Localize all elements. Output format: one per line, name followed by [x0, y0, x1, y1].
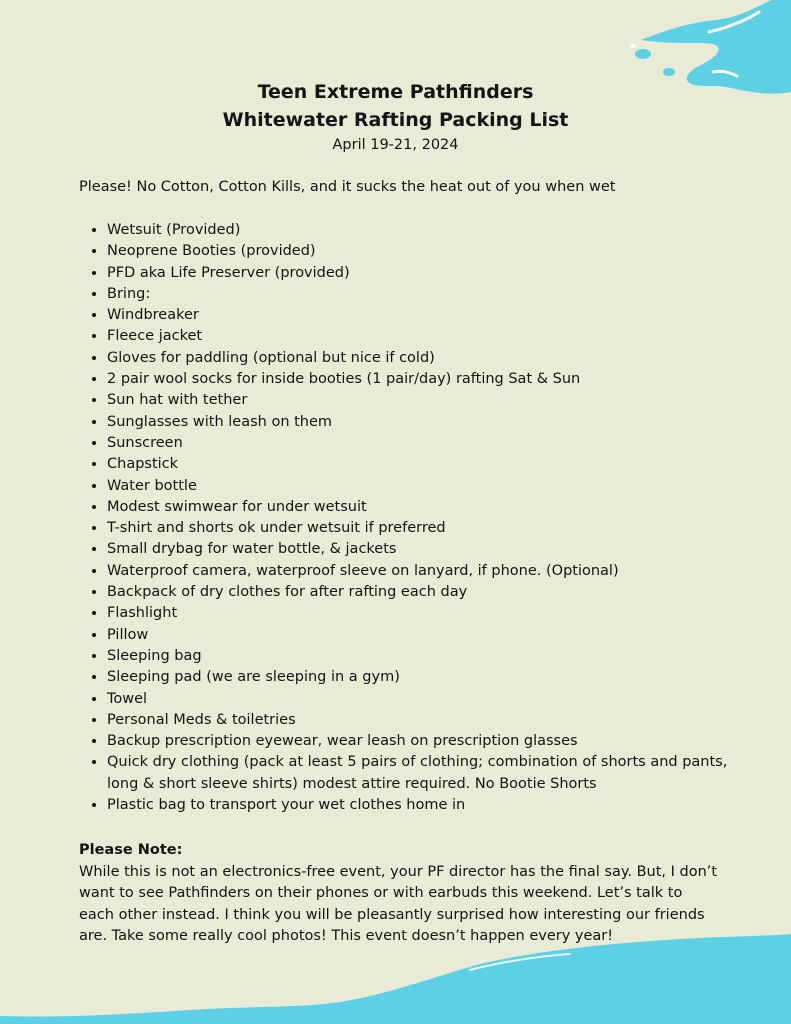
list-item: • Sunglasses with leash on them	[107, 412, 747, 433]
no-cotton-warning: Please! No Cotton, Cotton Kills, and it sucks the heat out of you when wet	[79, 179, 616, 195]
packing-list	[79, 220, 747, 816]
list-item: • Wetsuit (Provided)	[107, 220, 747, 241]
list-item: • Sleeping bag	[107, 646, 747, 667]
document-title-line-1: Teen Extreme Pathfinders	[257, 81, 534, 103]
event-date: April 19-21, 2024	[332, 137, 459, 153]
list-item: • Plastic bag to transport your wet clothes home in	[107, 795, 747, 816]
list-item: • Backup prescription eyewear, wear leash on prescription glasses	[107, 731, 747, 752]
note-body: While this is not an electronics-free event, your PF director has the final say. But, I don’t want to see Pathfinders on their phones or with earbuds this weekend. Let’s talk to each other instead. I think you will be pleasantly surprised how interesting our friends are. Take some really cool photos! This event doesn’t happen every year!	[79, 863, 718, 944]
list-item: • Sun hat with tether	[107, 390, 747, 411]
list-item: • Gloves for paddling (optional but nice if cold)	[107, 348, 747, 369]
list-item: • Sunscreen	[107, 433, 747, 454]
list-item: • Fleece jacket	[107, 326, 747, 347]
list-item: • Waterproof camera, waterproof sleeve on lanyard, if phone. (Optional)	[107, 561, 747, 582]
document-title-line-2: Whitewater Rafting Packing List	[222, 109, 569, 131]
list-item: • Sleeping pad (we are sleeping in a gym)	[107, 667, 747, 688]
list-item: • Bring:	[107, 284, 747, 305]
list-item: • Neoprene Booties (provided)	[107, 241, 747, 262]
water-splash-bottom-decoration	[0, 934, 791, 1024]
document-header	[0, 78, 791, 156]
list-item: • Personal Meds & toiletries	[107, 710, 747, 731]
list-item: • PFD aka Life Preserver (provided)	[107, 263, 747, 284]
please-note-section	[79, 840, 719, 948]
list-item: • Quick dry clothing (pack at least 5 pairs of clothing; combination of shorts and pants, long & short sleeve shirts) modest attire required. No Bootie Shorts	[107, 752, 747, 795]
list-item: • Pillow	[107, 625, 747, 646]
list-item: • Towel	[107, 689, 747, 710]
list-item: • Modest swimwear for under wetsuit	[107, 497, 747, 518]
list-item: • Water bottle	[107, 476, 747, 497]
list-item: • Flashlight	[107, 603, 747, 624]
list-item: • Chapstick	[107, 454, 747, 475]
list-item: • Backpack of dry clothes for after rafting each day	[107, 582, 747, 603]
list-item: • T-shirt and shorts ok under wetsuit if preferred	[107, 518, 747, 539]
note-heading: Please Note:	[79, 842, 183, 858]
list-item: • Small drybag for water bottle, & jackets	[107, 539, 747, 560]
list-item: • Windbreaker	[107, 305, 747, 326]
list-item: • 2 pair wool socks for inside booties (1 pair/day) rafting Sat & Sun	[107, 369, 747, 390]
